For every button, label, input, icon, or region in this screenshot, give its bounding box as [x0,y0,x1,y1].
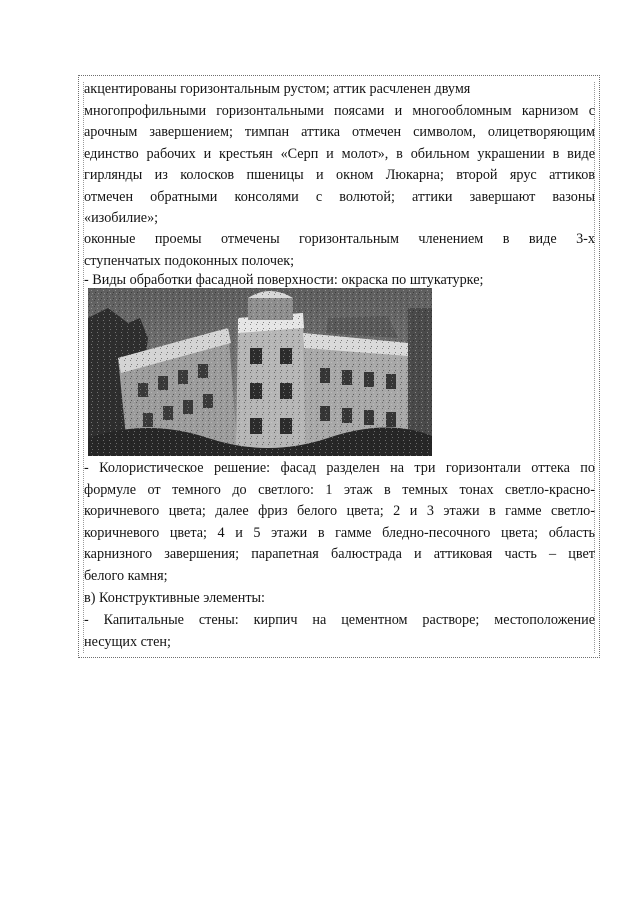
text-line: - Капитальные стены: кирпич на цементном растворе; местоположение [84,612,595,628]
text-line: «изобилие»; [84,210,159,226]
text-line: ступенчатых подоконных полочек; [84,252,295,269]
text-line: в) Конструктивные элементы: [84,590,266,606]
text-line: арочным завершением; тимпан аттика отмечен символом, олицетворяющим [84,124,595,140]
text-line: акцентированы горизонтальным рустом; аттик расчленен двумя [84,81,471,97]
text-line: коричневого цвета; 4 и 5 этажи в гамме бледно-песочного цвета; область [84,524,595,541]
text-line: карнизного завершения; парапетная балюстрада и аттиковая часть – цвет [84,546,595,562]
text-line: белого камня; [84,567,168,584]
paragraph-window-openings [84,229,595,272]
paragraph-color-scheme [84,458,595,587]
building-photo [88,288,432,456]
text-line: - Виды обработки фасадной поверхности: окраска по штукатурке; [84,272,484,288]
text-line: - Колористическое решение: фасад разделен на три горизонтали оттека по [84,460,595,476]
text-line: гирлянды из колосков пшеницы и окном Люкарна; второй ярус аттиков [84,167,595,183]
text-line: единство рабочих и крестьян «Серп и молот», в обильном украшении в виде [84,145,595,162]
text-line: многопрофильными горизонтальными поясами и многообломным карнизом с [84,102,595,119]
text-line: несущих стен; [84,633,171,650]
text-line: оконные проемы отмечены горизонтальным членением в виде 3-х [84,231,595,247]
paragraph-facade-description [84,79,595,230]
paragraph-load-bearing-walls [84,600,595,653]
text-line: отмечен обратными консолями с волютой; аттики завершают вазоны [84,188,595,205]
text-line: формуле от темного до светлого: 1 этаж в темных тонах светло-красно- [84,481,595,498]
text-line: коричневого цвета; далее фриз белого цвета; 2 и 3 этажи в гамме светло- [84,503,595,519]
